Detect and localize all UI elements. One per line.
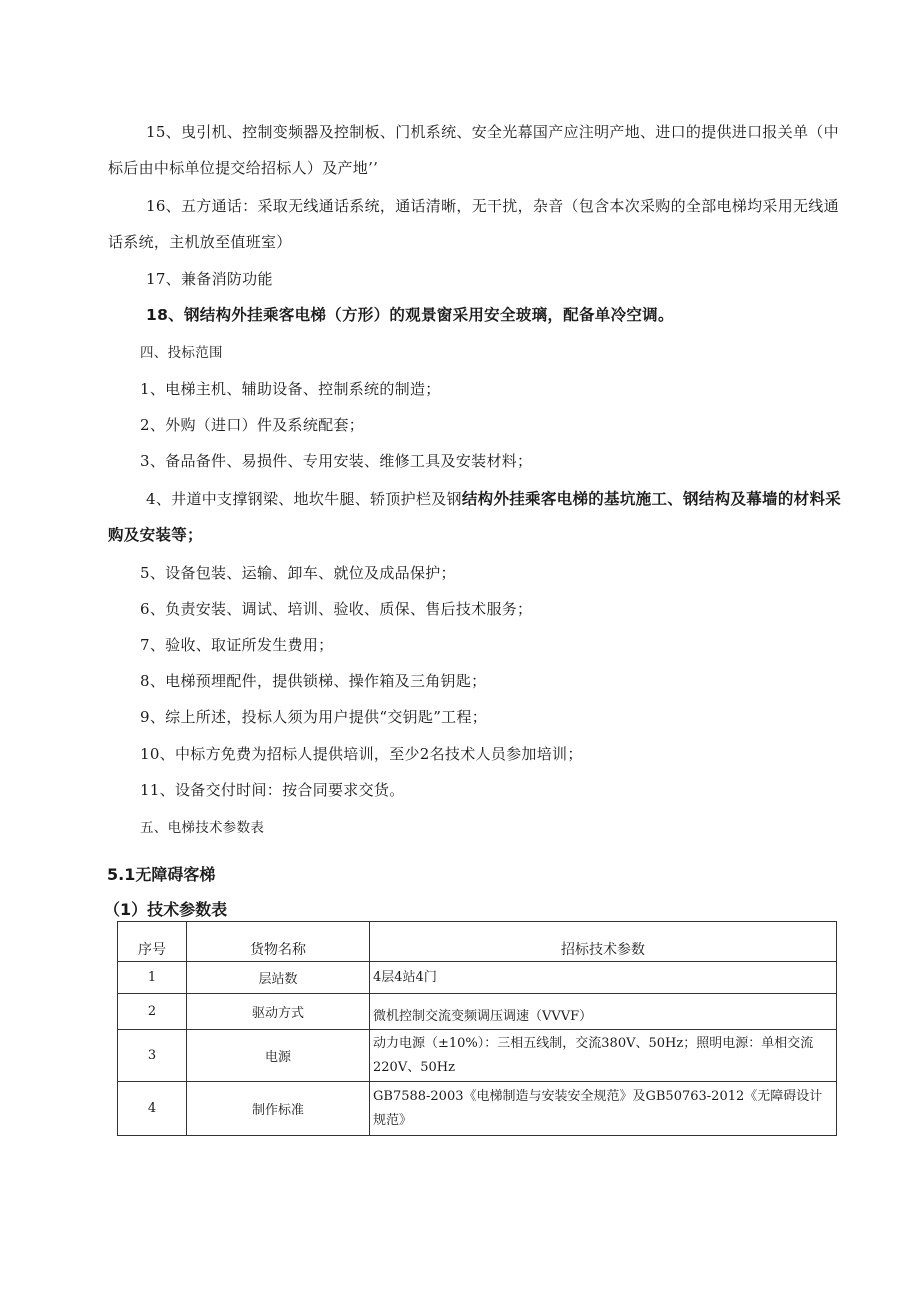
row-parameter: 4层4站4门 — [370, 962, 837, 994]
scope-item-2: 2、外购（进口）件及系统配套； — [140, 416, 365, 434]
scope-item-1: 1、电梯主机、辅助设备、控制系统的制造； — [140, 380, 441, 398]
table-row — [118, 1082, 837, 1136]
clause-17: 17、兼备消防功能 — [146, 270, 273, 288]
header-index: 序号 — [118, 922, 187, 962]
row-index: 4 — [118, 1082, 187, 1136]
row-item-name: 电源 — [187, 1030, 370, 1082]
scope-item-5: 5、设备包装、运输、卸车、就位及成品保护； — [140, 564, 456, 582]
scope-item-4-part2: 结构外挂乘客电梯的基坑施工、钢结构及幕墙的材料采购及安装等； — [108, 490, 842, 544]
clause-15: 15、曳引机、控制变频器及控制板、门机系统、安全光幕国产应注明产地、进口的提供进口报关单（中标后由中标单位提交给招标人）及产地’’ — [108, 123, 839, 177]
technical-parameter-table — [117, 921, 837, 1136]
row-item-name: 驱动方式 — [187, 994, 370, 1030]
header-item-name: 货物名称 — [187, 922, 370, 962]
table-row — [118, 1030, 837, 1082]
scope-item-4 — [108, 481, 853, 553]
scope-item-9: 9、综上所述，投标人须为用户提供“交钥匙”工程； — [140, 708, 488, 726]
row-item-name: 制作标准 — [187, 1082, 370, 1136]
scope-item-7: 7、验收、取证所发生费用； — [140, 636, 334, 654]
table-row — [118, 994, 837, 1030]
row-parameter: 微机控制交流变频调压调速（VVVF） — [370, 994, 837, 1030]
row-index: 1 — [118, 962, 187, 994]
section-5-title: 五、电梯技术参数表 — [140, 820, 265, 836]
scope-item-10: 10、中标方免费为招标人提供培训，至少2名技术人员参加培训； — [140, 745, 583, 763]
scope-item-4-part1: 4、井道中支撑钢梁、地坎牛腿、轿顶护栏及钢 — [146, 490, 462, 508]
row-index: 3 — [118, 1030, 187, 1082]
row-item-name: 层站数 — [187, 962, 370, 994]
table-row — [118, 962, 837, 994]
clause-18: 18、钢结构外挂乘客电梯（方形）的观景窗采用安全玻璃，配备单冷空调。 — [146, 306, 674, 324]
scope-item-8: 8、电梯预埋配件，提供锁梯、操作箱及三角钥匙； — [140, 672, 487, 690]
scope-item-6: 6、负责安装、调试、培训、验收、质保、售后技术服务； — [140, 600, 533, 618]
table-caption: （1）技术参数表 — [104, 900, 228, 919]
clause-16: 16、五方通话：采取无线通话系统，通话清晰，无干扰，杂音（包含本次采购的全部电梯均采用无线通话系统，主机放至值班室） — [108, 197, 839, 251]
scope-item-11: 11、设备交付时间：按合同要求交货。 — [140, 781, 405, 799]
scope-item-3: 3、备品备件、易损件、专用安装、维修工具及安装材料； — [140, 452, 533, 470]
subsection-5-1-heading: 5.1无障碍客梯 — [107, 865, 216, 884]
section-4-title: 四、投标范围 — [140, 345, 223, 361]
row-parameter: 动力电源（±10%）：三相五线制，交流380V、50Hz；照明电源：单相交流220V、50Hz — [370, 1030, 837, 1082]
table-header-row — [118, 922, 837, 962]
row-parameter: GB7588-2003《电梯制造与安装安全规范》及GB50763-2012《无障碍设计规范》 — [370, 1082, 837, 1136]
row-index: 2 — [118, 994, 187, 1030]
header-parameters: 招标技术参数 — [370, 922, 837, 962]
